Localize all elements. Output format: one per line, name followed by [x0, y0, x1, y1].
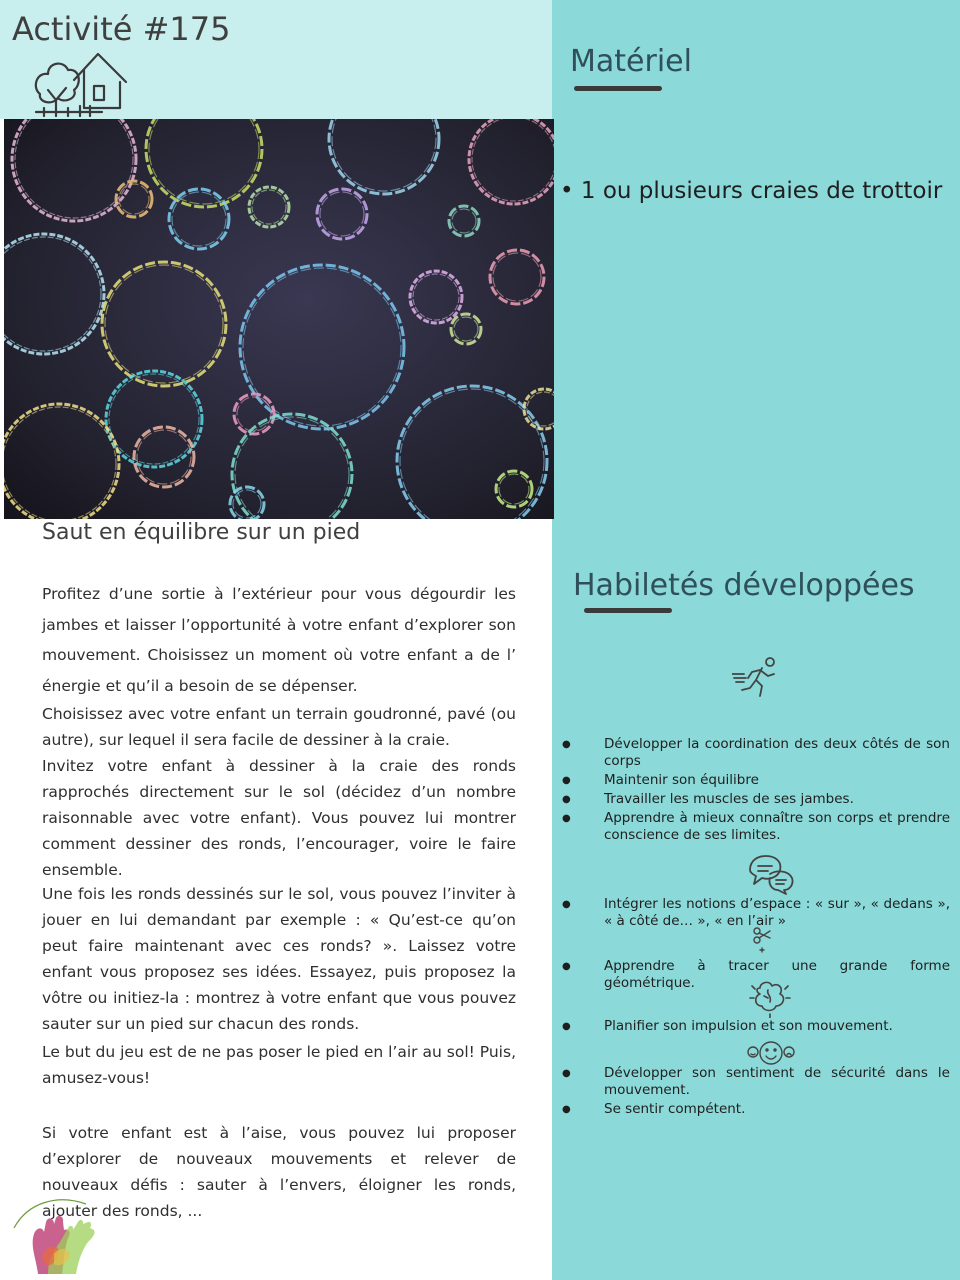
skill-item: ● Se sentir compétent.	[560, 1101, 950, 1118]
skill-item: ● Apprendre à mieux connaître son corps et prendre conscience de ses limites.	[560, 810, 950, 844]
materiel-title: Matériel	[570, 44, 692, 79]
skill-item: ● Développer son sentiment de sécurité dans le mouvement.	[560, 1065, 950, 1099]
house-tree-icon	[34, 50, 130, 118]
paragraph-goal: Le but du jeu est de ne pas poser le pied en l’air au sol! Puis, amusez-vous!	[42, 1043, 516, 1087]
speech-bubbles-icon	[746, 852, 796, 896]
paragraph-challenges: Si votre enfant est à l’aise, vous pouvez lui proposer d’explorer de nouveaux mouvements et relever de nouveaux défis : sauter à l’envers, éloigner les ronds, ajouter des ronds, ...	[42, 1124, 516, 1220]
scissors-icon	[752, 926, 774, 954]
skill-item: ● Intégrer les notions d’espace : « sur », « dedans », « à côté de… », « en l’air »	[560, 896, 950, 930]
skill-item: ● Développer la coordination des deux côtés de son corps	[560, 736, 950, 770]
emotions-faces-icon	[746, 1038, 796, 1068]
paragraph-game: Une fois les ronds dessinés sur le sol, vous pouvez l’inviter à jouer en lui demandant par exemple : « Qu’est-ce qu’on peut faire maintenant avec ces ronds? ». Laissez votre enfant vous proposez ses idées. Essayez, puis proposez la vôtre ou initiez-la : montrez à votre enfant que vous pouvez sauter sur un pied sur chacun des ronds.	[42, 885, 516, 1033]
running-person-icon	[732, 656, 780, 700]
paragraph-terrain: Choisissez avec votre enfant un terrain goudronné, pavé (ou autre), sur lequel il sera facile de dessiner à la craie.	[42, 705, 516, 749]
skill-item: ● Planifier son impulsion et son mouvement.	[560, 1018, 950, 1035]
habiletes-underline	[584, 608, 672, 613]
skill-item: ● Apprendre à tracer une grande forme géométrique.	[560, 958, 950, 992]
skill-item: ● Travailler les muscles de ses jambes.	[560, 791, 950, 808]
materiel-underline	[574, 86, 662, 91]
paragraph-intro: Profitez d’une sortie à l’extérieur pour vous dégourdir les jambes et laisser l’opportunité à votre enfant d’explorer son mouvement. Choisissez un moment où votre enfant a de l’ énergie et qu’il a besoin de se dépenser.	[42, 585, 516, 695]
brain-icon	[746, 978, 794, 1018]
materiel-item: • 1 ou plusieurs craies de trottoir	[560, 178, 943, 204]
skills-motor-list	[560, 736, 950, 846]
habiletes-title: Habiletés développées	[573, 568, 915, 603]
skills-cognitive-list	[560, 1018, 950, 1037]
bubbles-drawing	[4, 119, 554, 519]
skill-item: ● Maintenir son équilibre	[560, 772, 950, 789]
skills-emotional-list	[560, 1065, 950, 1120]
activity-name: Saut en équilibre sur un pied	[42, 520, 361, 545]
activity-number-title: Activité #175	[12, 10, 231, 48]
paragraph-drawing: Invitez votre enfant à dessiner à la craie des ronds rapprochés directement sur le sol (décidez d’un nombre raisonnable avec votre enfant). Vous pouvez lui montrer comment dessiner des ronds, l’encourager, voire le faire ensemble.	[42, 757, 516, 879]
hands-logo	[8, 1188, 118, 1276]
chalk-bubbles-photo	[4, 119, 554, 519]
